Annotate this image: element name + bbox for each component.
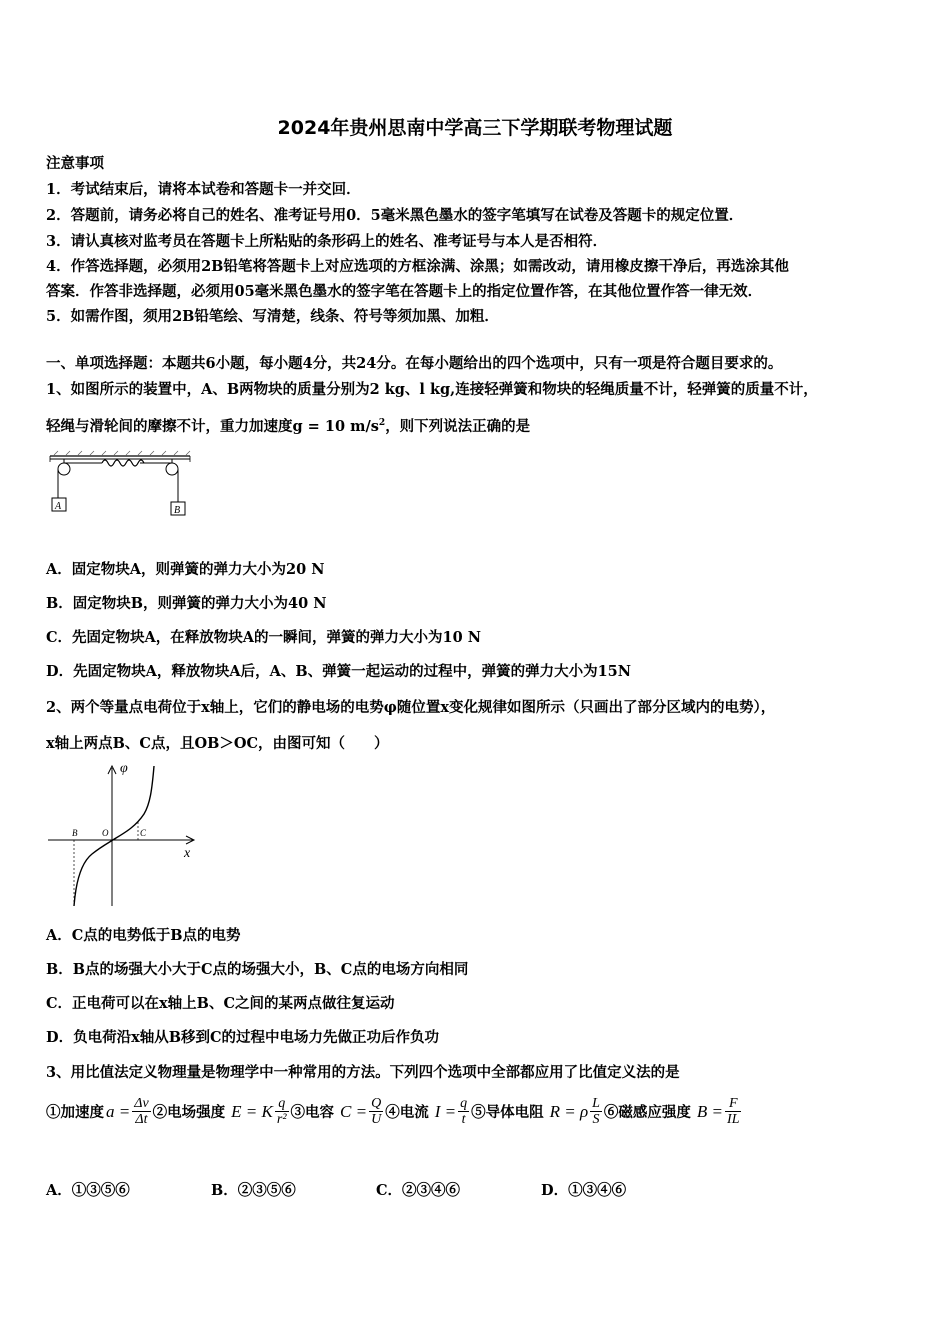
q2-b-label: B xyxy=(72,828,78,838)
q3-item6-num: F xyxy=(725,1096,741,1112)
q3-item2-fraction xyxy=(275,1096,289,1127)
q1-stem-line2 xyxy=(46,415,530,436)
notice-item: 2．答题前，请务必将自己的姓名、准考证号用0．5毫米黑色墨水的签字笔填写在试卷及答题卡的规定位置． xyxy=(46,207,744,224)
q1-stem-sup: 2 xyxy=(378,418,386,429)
notice-item: 3．请认真核对监考员在答题卡上所粘贴的条形码上的姓名、准考证号与本人是否相符． xyxy=(46,233,608,250)
q3-item6-den: IL xyxy=(727,1112,740,1127)
q1-stem-text: 轻绳与滑轮间的摩擦不计，重力加速度g = 10 m/s xyxy=(46,418,379,435)
q3-stem: 3、用比值法定义物理量是物理学中一种常用的方法。下列四个选项中全部都应用了比值定义法的是 xyxy=(46,1064,680,1081)
q3-item1-lhs: a = xyxy=(106,1101,131,1121)
q3-item1-label: ①加速度 xyxy=(46,1104,104,1121)
q1-stem-end: ，则下列说法正确的是 xyxy=(385,418,531,435)
q2-option-b: B．B点的场强大小大于C点的场强大小，B、C点的电场方向相同 xyxy=(46,961,469,978)
q2-x-label: x xyxy=(184,846,191,861)
q3-item3-lhs: C = xyxy=(340,1101,368,1121)
q2-potential-graph xyxy=(44,760,204,910)
q3-option-a: A．①③⑤⑥ xyxy=(46,1182,130,1199)
q1-option-d: D．先固定物块A，释放物块A后，A、B、弹簧一起运动的过程中，弹簧的弹力大小为15N xyxy=(46,663,632,680)
q2-stem-line1: 2、两个等量点电荷位于x轴上，它们的静电场的电势φ随位置x变化规律如图所示（只画出了部分区域内的电势）， xyxy=(46,699,776,716)
q3-item2-lhs: E = K xyxy=(231,1101,273,1121)
q3-item4-label: ④电流 xyxy=(385,1104,429,1121)
q3-item2-label: ②电场强度 xyxy=(152,1104,226,1121)
q3-item4-den: t xyxy=(461,1112,466,1127)
q3-item3-den: U xyxy=(371,1112,382,1127)
q3-item3-label: ③电容 xyxy=(290,1104,335,1121)
q3-option-b: B．②③⑤⑥ xyxy=(211,1182,296,1199)
q3-item4-fraction xyxy=(458,1096,469,1127)
q2-stem-line2: x轴上两点B、C点，且OB＞OC，由图可知（ ） xyxy=(46,735,389,752)
q3-item5-fraction xyxy=(590,1096,602,1127)
notice-item: 5．如需作图，须用2B铅笔绘、写清楚，线条、符号等须加黑、加粗． xyxy=(46,308,499,325)
q3-item5-label: ⑤导体电阻 xyxy=(471,1104,544,1121)
q1-block-b-label: B xyxy=(174,505,181,516)
q1-right-pulley xyxy=(166,463,178,475)
q3-option-c: C．②③④⑥ xyxy=(376,1182,461,1199)
q1-option-c: C．先固定物块A，在释放物块A的一瞬间，弹簧的弹力大小为10 N xyxy=(46,629,482,646)
q3-option-d: D．①③④⑥ xyxy=(541,1182,627,1199)
q1-pulley-figure xyxy=(44,442,194,520)
q2-option-d: D．负电荷沿x轴从B移到C的过程中电场力先做正功后作负功 xyxy=(46,1029,440,1046)
q1-option-a: A．固定物块A，则弹簧的弹力大小为20 N xyxy=(46,561,325,578)
q1-spring xyxy=(102,460,144,466)
q1-ceiling xyxy=(50,451,190,462)
q3-item1-den: Δt xyxy=(135,1112,148,1127)
q3-item1-num: Δv xyxy=(134,1096,149,1111)
exam-title: 2024年贵州思南中学高三下学期联考物理试题 xyxy=(277,117,673,139)
notice-item: 4．作答选择题，必须用2B铅笔将答题卡上对应选项的方框涂满、涂黑；如需改动，请用橡皮擦干净后，再选涂其他 xyxy=(46,258,789,275)
q3-item1-fraction xyxy=(132,1096,150,1127)
q1-stem-line1: 1、如图所示的装置中，A、B两物块的质量分别为2 kg、l kg,连接轻弹簧和物块的轻绳质量不计，轻弹簧的质量不计， xyxy=(46,381,818,398)
q3-item6-label: ⑥磁感应强度 xyxy=(603,1104,691,1121)
q2-option-c: C．正电荷可以在x轴上B、C之间的某两点做往复运动 xyxy=(46,995,395,1012)
notice-heading: 注意事项 xyxy=(46,155,104,172)
q3-item3-fraction xyxy=(369,1096,383,1127)
q2-o-label: O xyxy=(102,828,109,838)
q2-c-label: C xyxy=(140,828,147,838)
notice-item: 1．考试结束后，请将本试卷和答题卡一并交回． xyxy=(46,181,361,198)
q3-item6-lhs: B = xyxy=(696,1101,724,1121)
q3-formula-row xyxy=(46,1096,741,1127)
q2-phi-label: φ xyxy=(120,761,128,776)
q1-option-b: B．固定物块B，则弹簧的弹力大小为40 N xyxy=(46,595,327,612)
q3-item6-fraction xyxy=(725,1096,741,1127)
q1-left-pulley xyxy=(58,463,70,475)
q3-item4-lhs: I = xyxy=(434,1101,457,1121)
q3-item5-num: L xyxy=(592,1096,600,1111)
section-heading: 一、单项选择题：本题共6小题，每小题4分，共24分。在每小题给出的四个选项中，只有一项是符合题目要求的。 xyxy=(46,355,783,372)
q2-option-a: A．C点的电势低于B点的电势 xyxy=(46,927,241,944)
q3-item3-num: Q xyxy=(371,1096,382,1111)
notice-item: 答案．作答非选择题，必须用05毫米黑色墨水的签字笔在答题卡上的指定位置作答，在其他位置作答一律无效． xyxy=(46,283,763,300)
q3-item2-den: r² xyxy=(276,1112,287,1127)
q1-block-a-label: A xyxy=(55,501,62,512)
q3-item4-num: q xyxy=(460,1096,468,1111)
q3-item5-den: S xyxy=(592,1112,600,1127)
q3-item5-lhs: R = ρ xyxy=(549,1101,589,1121)
q3-item2-num: q xyxy=(275,1096,289,1112)
